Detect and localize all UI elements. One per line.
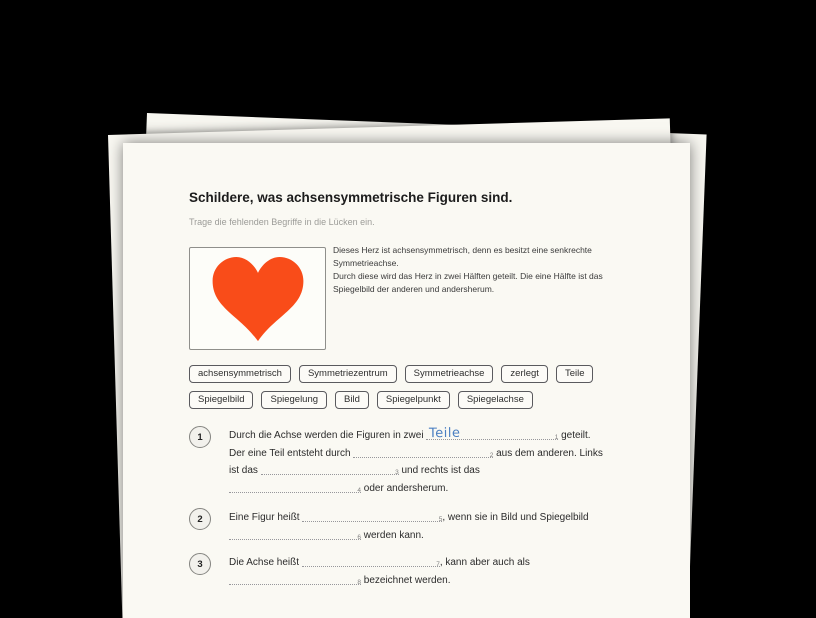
question-text: ist das (229, 465, 261, 476)
question-text: bezeichnet werden. (361, 574, 451, 586)
answer-blank-6[interactable] (229, 526, 361, 540)
word-chip[interactable]: Symmetrieachse (405, 365, 494, 383)
question-text: werden kann. (361, 529, 424, 541)
question-text: Die Achse heißt (229, 557, 302, 568)
worksheet-page (123, 143, 690, 618)
answer-blank-8[interactable] (229, 571, 361, 585)
question-number-badge: 1 (189, 426, 211, 448)
word-chip[interactable]: Bild (335, 391, 369, 409)
question-text-block (229, 506, 589, 541)
question-text: oder andersherum. (361, 482, 449, 494)
question-number-badge: 3 (189, 553, 211, 575)
blank-index: 1 (554, 434, 559, 441)
word-chip[interactable]: achsensymmetrisch (189, 365, 291, 383)
word-bank-row-2 (189, 391, 593, 409)
word-chip[interactable]: Spiegelpunkt (377, 391, 450, 409)
blank-index: 2 (489, 451, 494, 459)
word-chip[interactable]: Spiegelbild (189, 391, 253, 409)
worksheet-title: Schildere, was achsensymmetrische Figuren sind. (189, 190, 513, 205)
question-text-block (229, 551, 530, 586)
answer-blank-5[interactable] (302, 508, 442, 522)
intro-text (333, 244, 653, 296)
intro-line: Symmetrieachse. (333, 258, 399, 268)
intro-line: Spiegelbild der anderen und andersherum. (333, 284, 495, 294)
example-figure-box (189, 247, 326, 350)
intro-line: Dieses Herz ist achsensymmetrisch, denn es besitzt eine senkrechte (333, 245, 592, 255)
word-chip[interactable]: zerlegt (501, 365, 548, 383)
word-bank-row-1 (189, 365, 593, 383)
question-text: geteilt. (558, 430, 591, 441)
questions (189, 424, 679, 586)
answer-blank-3[interactable] (261, 461, 399, 475)
question-line (229, 551, 530, 569)
answer-blank-4[interactable] (229, 479, 361, 493)
question-line (229, 569, 530, 587)
blank-index: 4 (357, 486, 361, 494)
blank-index: 3 (395, 469, 399, 476)
word-chip[interactable]: Symmetriezentrum (299, 365, 397, 383)
question-line (229, 442, 603, 460)
blank-index: 6 (357, 533, 361, 541)
question-2 (189, 506, 679, 541)
question-3 (189, 551, 679, 586)
worksheet-instruction: Trage die fehlenden Begriffe in die Lücken ein. (189, 217, 375, 227)
answer-blank-2[interactable] (353, 444, 493, 458)
question-text: Durch die Achse werden die Figuren in zwei (229, 430, 427, 441)
blank-index: 5 (438, 516, 443, 523)
question-text-block (229, 424, 603, 494)
question-number-badge: 2 (189, 508, 211, 530)
question-text: aus dem anderen. Links (493, 447, 603, 459)
question-1 (189, 424, 679, 494)
word-chip[interactable]: Teile (556, 365, 594, 383)
question-text: und rechts ist das (398, 465, 480, 476)
blank-index: 7 (436, 561, 440, 568)
heart-icon (211, 257, 305, 341)
answer-blank-1[interactable] (426, 426, 558, 440)
question-text: , kann aber auch als (439, 557, 530, 568)
word-bank (189, 365, 593, 417)
blank-index: 8 (357, 578, 361, 586)
intro-line: Durch diese wird das Herz in zwei Hälften geteilt. Die eine Hälfte ist das (333, 271, 603, 281)
question-text: Der eine Teil entsteht durch (229, 447, 354, 459)
word-chip[interactable]: Spiegelung (261, 391, 327, 409)
handwritten-answer: Teile (429, 425, 461, 442)
question-line (229, 524, 589, 542)
question-text: Eine Figur heißt (229, 512, 303, 523)
word-chip[interactable]: Spiegelachse (458, 391, 533, 409)
question-line (229, 424, 603, 442)
question-text: , wenn sie in Bild und Spiegelbild (442, 512, 589, 523)
question-line (229, 477, 603, 495)
question-line (229, 459, 603, 477)
answer-blank-7[interactable] (302, 553, 440, 567)
question-line (229, 506, 589, 524)
